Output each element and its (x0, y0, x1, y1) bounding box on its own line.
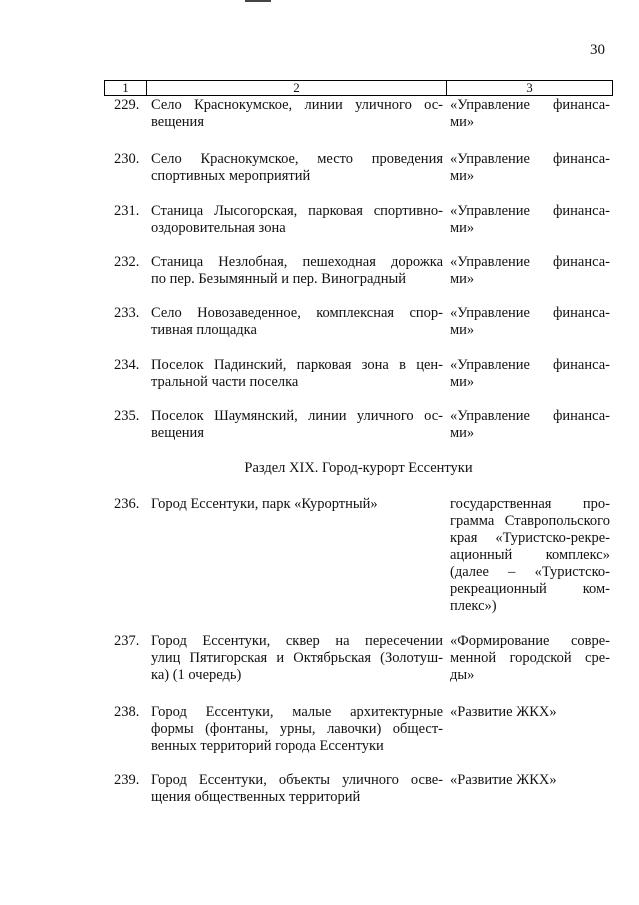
row-number: 229. (114, 97, 140, 113)
description-line: по пер. Безымянный и пер. Виноградный (151, 271, 407, 287)
program-line: ды» (450, 667, 475, 683)
description-line: Село Краснокумское, линии уличного ос- (151, 97, 443, 113)
object-description (151, 97, 443, 131)
program-line: «Развитие ЖКХ» (450, 772, 557, 788)
object-description (151, 772, 443, 806)
program-line: «Управление финанса- (450, 151, 610, 167)
row-number: 232. (114, 254, 140, 270)
program-line: ми» (450, 168, 475, 184)
description-line: Город Ессентуки, объекты уличного осве- (151, 772, 443, 788)
description-line: вещения (151, 425, 204, 441)
description-line: Поселок Шаумянский, линии уличного ос- (151, 408, 443, 424)
object-description (151, 408, 443, 442)
object-description (151, 254, 443, 288)
program-line: государственная про- (450, 496, 610, 512)
description-line: щения общественных территорий (151, 789, 361, 805)
program-line: «Управление финанса- (450, 357, 610, 373)
program-name (450, 772, 610, 789)
program-line: рекреационный ком- (450, 581, 610, 597)
row-number: 234. (114, 357, 140, 373)
description-line: тральной части поселка (151, 374, 299, 390)
row-number: 237. (114, 633, 140, 649)
column-header-2: 2 (147, 81, 447, 95)
scan-mark (245, 0, 271, 2)
row-number: 239. (114, 772, 140, 788)
program-name (450, 97, 610, 131)
column-header-3: 3 (526, 80, 533, 95)
description-line: вещения (151, 114, 204, 130)
program-line: ми» (450, 271, 475, 287)
description-line: Станица Незлобная, пешеходная дорожка (151, 254, 443, 270)
program-line: «Управление финанса- (450, 97, 610, 113)
row-number: 230. (114, 151, 140, 167)
row-number: 231. (114, 203, 140, 219)
row-number: 235. (114, 408, 140, 424)
description-line: Село Новозаведенное, комплексная спор- (151, 305, 443, 321)
program-name (450, 151, 610, 185)
description-line: спортивных мероприятий (151, 168, 311, 184)
row-number: 236. (114, 496, 140, 512)
program-line: плекс») (450, 598, 497, 614)
description-line: тивная площадка (151, 322, 257, 338)
program-line: «Управление финанса- (450, 305, 610, 321)
program-name (450, 305, 610, 339)
program-line: ми» (450, 220, 475, 236)
program-name (450, 496, 610, 615)
description-line: венных территорий города Ессентуки (151, 738, 384, 754)
program-line: грамма Ставропольского (450, 513, 610, 529)
row-number: 233. (114, 305, 140, 321)
object-description (151, 633, 443, 684)
section-title: Раздел XIX. Город-курорт Ессентуки (244, 460, 473, 476)
description-line: Станица Лысогорская, парковая спортивно- (151, 203, 443, 219)
object-description (151, 151, 443, 185)
description-line: Поселок Падинский, парковая зона в цен- (151, 357, 443, 373)
object-description (151, 305, 443, 339)
object-description (151, 704, 443, 755)
description-line: Город Ессентуки, парк «Курортный» (151, 496, 378, 512)
program-name (450, 408, 610, 442)
program-line: ационный комплекс» (450, 547, 610, 563)
program-name (450, 254, 610, 288)
description-line: Город Ессентуки, сквер на пересечении (151, 633, 443, 649)
program-name (450, 633, 610, 684)
program-line: «Управление финанса- (450, 408, 610, 424)
object-description (151, 203, 443, 237)
program-line: «Управление финанса- (450, 203, 610, 219)
description-line: улиц Пятигорская и Октябрьская (Золотуш- (151, 650, 443, 666)
program-line: ми» (450, 114, 475, 130)
description-line: Город Ессентуки, малые архитектурные (151, 704, 443, 720)
column-header-1: 1 (105, 81, 147, 95)
object-description (151, 357, 443, 391)
table-header (104, 80, 613, 96)
description-line: формы (фонтаны, урны, лавочки) общест- (151, 721, 443, 737)
program-line: «Формирование совре- (450, 633, 610, 649)
program-line: «Развитие ЖКХ» (450, 704, 557, 720)
page-number: 30 (590, 42, 605, 58)
program-line: ми» (450, 374, 475, 390)
object-description (151, 496, 443, 513)
row-number: 238. (114, 704, 140, 720)
program-line: ми» (450, 322, 475, 338)
program-line: «Управление финанса- (450, 254, 610, 270)
program-line: менной городской сре- (450, 650, 610, 666)
description-line: ка) (1 очередь) (151, 667, 242, 683)
program-line: ми» (450, 425, 475, 441)
description-line: Село Краснокумское, место проведения (151, 151, 443, 167)
description-line: оздоровительная зона (151, 220, 286, 236)
program-name (450, 357, 610, 391)
program-line: (далее – «Туристско- (450, 564, 610, 580)
program-line: края «Туристско-рекре- (450, 530, 610, 546)
program-name (450, 704, 610, 721)
program-name (450, 203, 610, 237)
